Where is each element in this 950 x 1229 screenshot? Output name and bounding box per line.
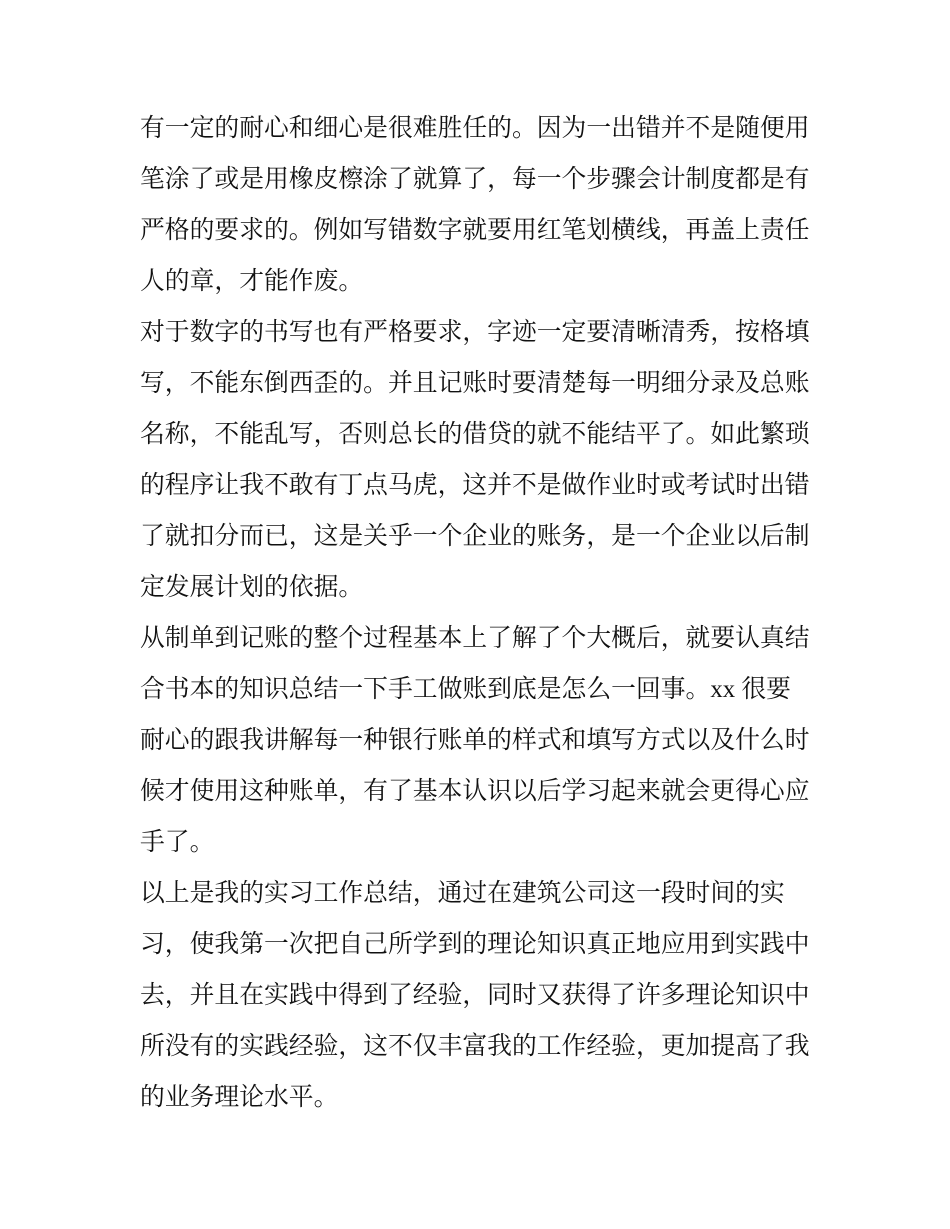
- text-line: 名称，不能乱写，否则总长的借贷的就不能结平了。如此繁琐: [140, 421, 810, 448]
- text-line: 了就扣分而已，这是关乎一个企业的账务，是一个企业以后制: [140, 523, 810, 550]
- text-line: 候才使用这种账单，有了基本认识以后学习起来就会更得心应: [140, 778, 810, 805]
- document-page: [140, 103, 820, 1123]
- text-line: 对于数字的书写也有严格要求，字迹一定要清晰清秀，按格填: [140, 319, 810, 346]
- text-line: 合书本的知识总结一下手工做账到底是怎么一回事。xx 很要: [140, 676, 791, 703]
- text-line: 定发展计划的依据。: [140, 574, 364, 601]
- text-line: 有一定的耐心和细心是很难胜任的。因为一出错并不是随便用: [140, 115, 810, 142]
- text-line: 的程序让我不敢有丁点马虎，这并不是做作业时或考试时出错: [140, 472, 810, 499]
- text-line: 严格的要求的。例如写错数字就要用红笔划横线，再盖上责任: [140, 217, 810, 244]
- text-line: 从制单到记账的整个过程基本上了解了个大概后，就要认真结: [140, 625, 810, 652]
- text-line: 习，使我第一次把自己所学到的理论知识真正地应用到实践中: [140, 931, 810, 958]
- text-line: 耐心的跟我讲解每一种银行账单的样式和填写方式以及什么时: [140, 727, 810, 754]
- paragraph: [140, 103, 820, 307]
- text-line: 的业务理论水平。: [140, 1084, 339, 1111]
- paragraph: [140, 613, 820, 868]
- text-line: 人的章，才能作废。: [140, 268, 364, 295]
- text-line: 去，并且在实践中得到了经验，同时又获得了许多理论知识中: [140, 982, 810, 1009]
- text-line: 以上是我的实习工作总结，通过在建筑公司这一段时间的实: [140, 880, 785, 907]
- text-line: 写，不能东倒西歪的。并且记账时要清楚每一明细分录及总账: [140, 370, 810, 397]
- paragraph: [140, 307, 820, 613]
- text-line: 所没有的实践经验，这不仅丰富我的工作经验，更加提高了我: [140, 1033, 810, 1060]
- text-line: 手了。: [140, 829, 215, 856]
- paragraph: [140, 868, 820, 1123]
- text-line: 笔涂了或是用橡皮檫涂了就算了，每一个步骤会计制度都是有: [140, 166, 810, 193]
